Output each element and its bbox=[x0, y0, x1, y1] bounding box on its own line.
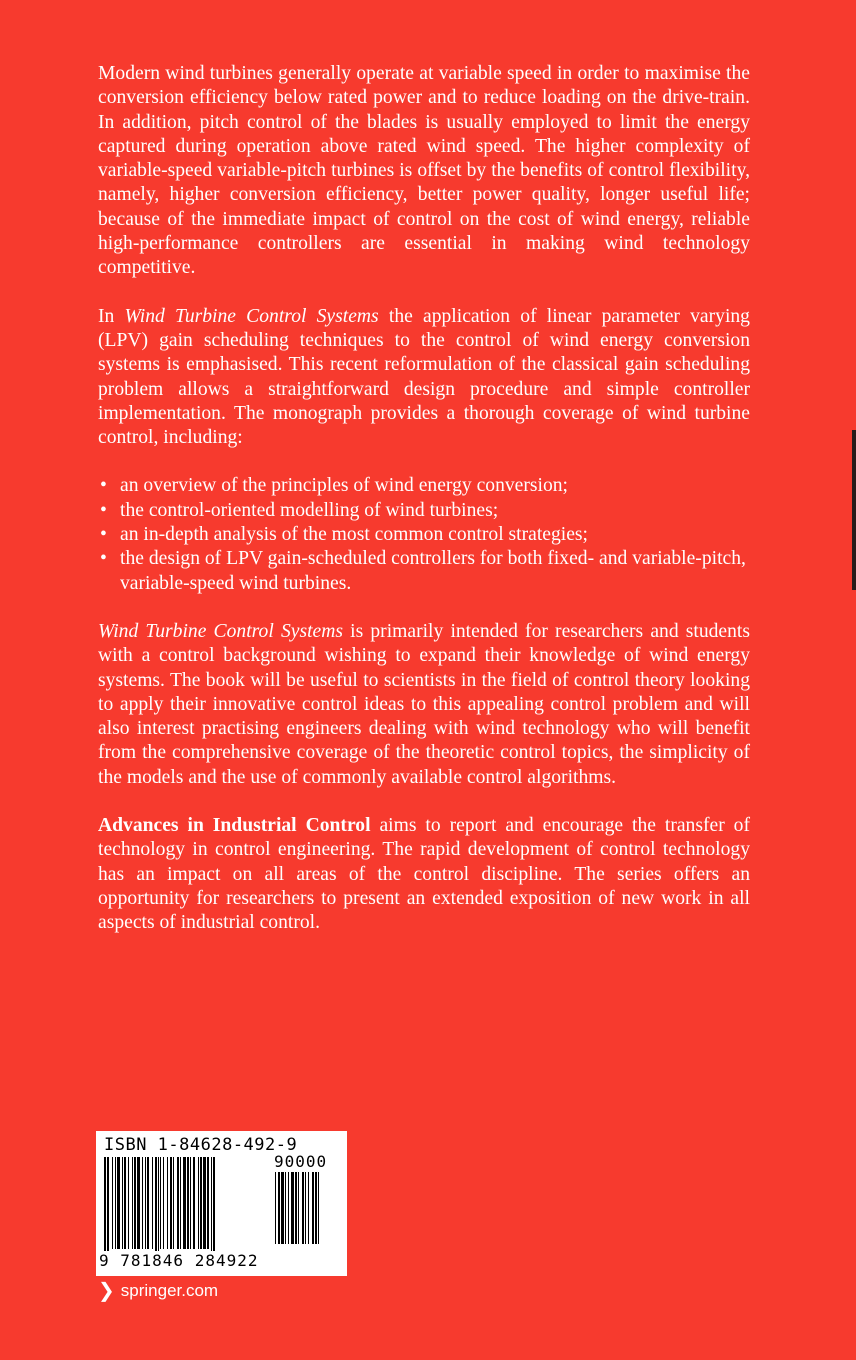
price-code: 90000 bbox=[274, 1152, 328, 1171]
barcode-bar bbox=[305, 1172, 306, 1244]
barcode-bar bbox=[122, 1157, 123, 1249]
barcode-bar bbox=[213, 1157, 215, 1257]
barcode-bar bbox=[158, 1157, 159, 1257]
barcode-bar bbox=[288, 1172, 289, 1244]
page-edge-shadow bbox=[852, 430, 856, 590]
barcode-bar bbox=[145, 1157, 146, 1249]
barcode-bar bbox=[198, 1157, 199, 1249]
barcode-bar bbox=[180, 1157, 181, 1249]
scope-paragraph bbox=[98, 305, 750, 451]
barcode-bar bbox=[203, 1157, 206, 1249]
barcode-bar bbox=[112, 1157, 113, 1249]
coverage-list bbox=[98, 474, 750, 595]
barcode-bar bbox=[298, 1172, 299, 1244]
barcode-bar bbox=[285, 1172, 286, 1244]
barcode-bar bbox=[278, 1172, 280, 1244]
barcode-bar bbox=[302, 1172, 304, 1244]
barcode-bar bbox=[183, 1157, 186, 1249]
barcode-bar bbox=[291, 1172, 294, 1244]
barcode-bar bbox=[167, 1157, 168, 1249]
back-cover-blurb bbox=[98, 62, 750, 960]
barcode-bar bbox=[107, 1157, 109, 1257]
barcode-bar bbox=[137, 1157, 140, 1249]
audience-paragraph bbox=[98, 620, 750, 790]
audience-text: is primarily intended for researchers and students with a control background wishing to expand their knowledge of wind energy systems. The book will be useful to scientists in the field of control theory looking to apply their innovative control ideas to this appealing control problem and will also interest practising engineers dealing with wind technology who will benefit from the comprehensive coverage of the theoretic control topics, the simplicity of the models and the use of commonly available control algorithms. bbox=[98, 620, 750, 788]
barcode-bar bbox=[170, 1157, 172, 1249]
barcode-bar bbox=[177, 1157, 179, 1249]
publisher-link[interactable] bbox=[98, 1281, 218, 1301]
barcode-bar bbox=[124, 1157, 126, 1249]
barcode-bar bbox=[152, 1157, 153, 1249]
list-item: • an in-depth analysis of the most common control strategies; bbox=[98, 523, 750, 547]
barcode-bar bbox=[295, 1172, 297, 1244]
chevron-right-icon: ❯ bbox=[98, 1280, 115, 1302]
barcode-bar bbox=[104, 1157, 106, 1257]
barcode-bar bbox=[115, 1157, 116, 1249]
barcode-bar bbox=[117, 1157, 120, 1249]
list-item: • the control-oriented modelling of wind turbines; bbox=[98, 499, 750, 523]
ean-number: 9 781846 284922 bbox=[99, 1251, 259, 1270]
barcode-bar bbox=[173, 1157, 174, 1249]
barcode-bar bbox=[187, 1157, 189, 1249]
barcode-bar bbox=[134, 1157, 136, 1249]
publisher-url: springer.com bbox=[120, 1281, 219, 1300]
list-item: • the design of LPV gain-scheduled controllers for both fixed- and variable-pitch, variable-speed wind turbines. bbox=[98, 547, 750, 596]
barcode-bar bbox=[312, 1172, 314, 1244]
series-name: Advances in Industrial Control bbox=[98, 815, 371, 837]
barcode-bar bbox=[281, 1172, 284, 1244]
list-item: • an overview of the principles of wind energy conversion; bbox=[98, 474, 750, 498]
barcode-bar bbox=[142, 1157, 143, 1249]
barcode-bar bbox=[308, 1172, 309, 1244]
barcode-bar bbox=[147, 1157, 149, 1249]
isbn-label: ISBN 1-84628-492-9 bbox=[104, 1135, 298, 1155]
barcode-bar bbox=[132, 1157, 133, 1249]
barcode-bar bbox=[211, 1157, 212, 1257]
barcode-bar bbox=[128, 1157, 129, 1249]
intro-paragraph: Modern wind turbines generally operate at variable speed in order to maximise the conversion efficiency below rated power and to reduce loading on the drive-train. In addition, pitch control of the blades is usually employed to limit the energy captured during operation above rated wind speed. The higher complexity of variable-speed variable-pitch turbines is offset by the benefits of control flexibility, namely, higher conversion efficiency, better power quality, longer useful life; because of the immediate impact of control on the cost of wind energy, reliable high-performance controllers are essential in making wind technology competitive. bbox=[98, 63, 750, 279]
barcode-bar bbox=[275, 1172, 276, 1244]
series-paragraph bbox=[98, 814, 750, 935]
barcode-bar bbox=[315, 1172, 317, 1244]
series-text: aims to report and encourage the transfer of technology in control engineering. The rapid development of control technology has an impact on all areas of the control discipline. The series offers an opportunity for researchers to present an extended exposition of new work in all aspects of industrial control. bbox=[98, 815, 750, 934]
addon-barcode-bars bbox=[275, 1172, 337, 1252]
barcode-bar bbox=[200, 1157, 202, 1249]
barcode-bar bbox=[190, 1157, 191, 1249]
book-title-inline: Wind Turbine Control Systems bbox=[98, 620, 343, 642]
ean-barcode-bars bbox=[104, 1157, 264, 1257]
barcode-bar bbox=[155, 1157, 157, 1257]
scope-text: the application of linear parameter varying (LPV) gain scheduling techniques to the control of wind energy conversion systems is emphasised. This recent reformulation of the classical gain scheduling problem allows a straightforward design procedure and simple controller implementation. The monograph provides a thorough coverage of wind turbine control, including: bbox=[98, 305, 750, 449]
barcode-bar bbox=[193, 1157, 195, 1249]
scope-prefix: In bbox=[98, 305, 125, 327]
book-title-inline: Wind Turbine Control Systems bbox=[124, 305, 379, 327]
barcode-bar bbox=[207, 1157, 209, 1249]
barcode-bar bbox=[163, 1157, 164, 1249]
barcode-bar bbox=[160, 1157, 161, 1249]
barcode-bar bbox=[318, 1172, 319, 1244]
isbn-barcode bbox=[96, 1131, 347, 1276]
